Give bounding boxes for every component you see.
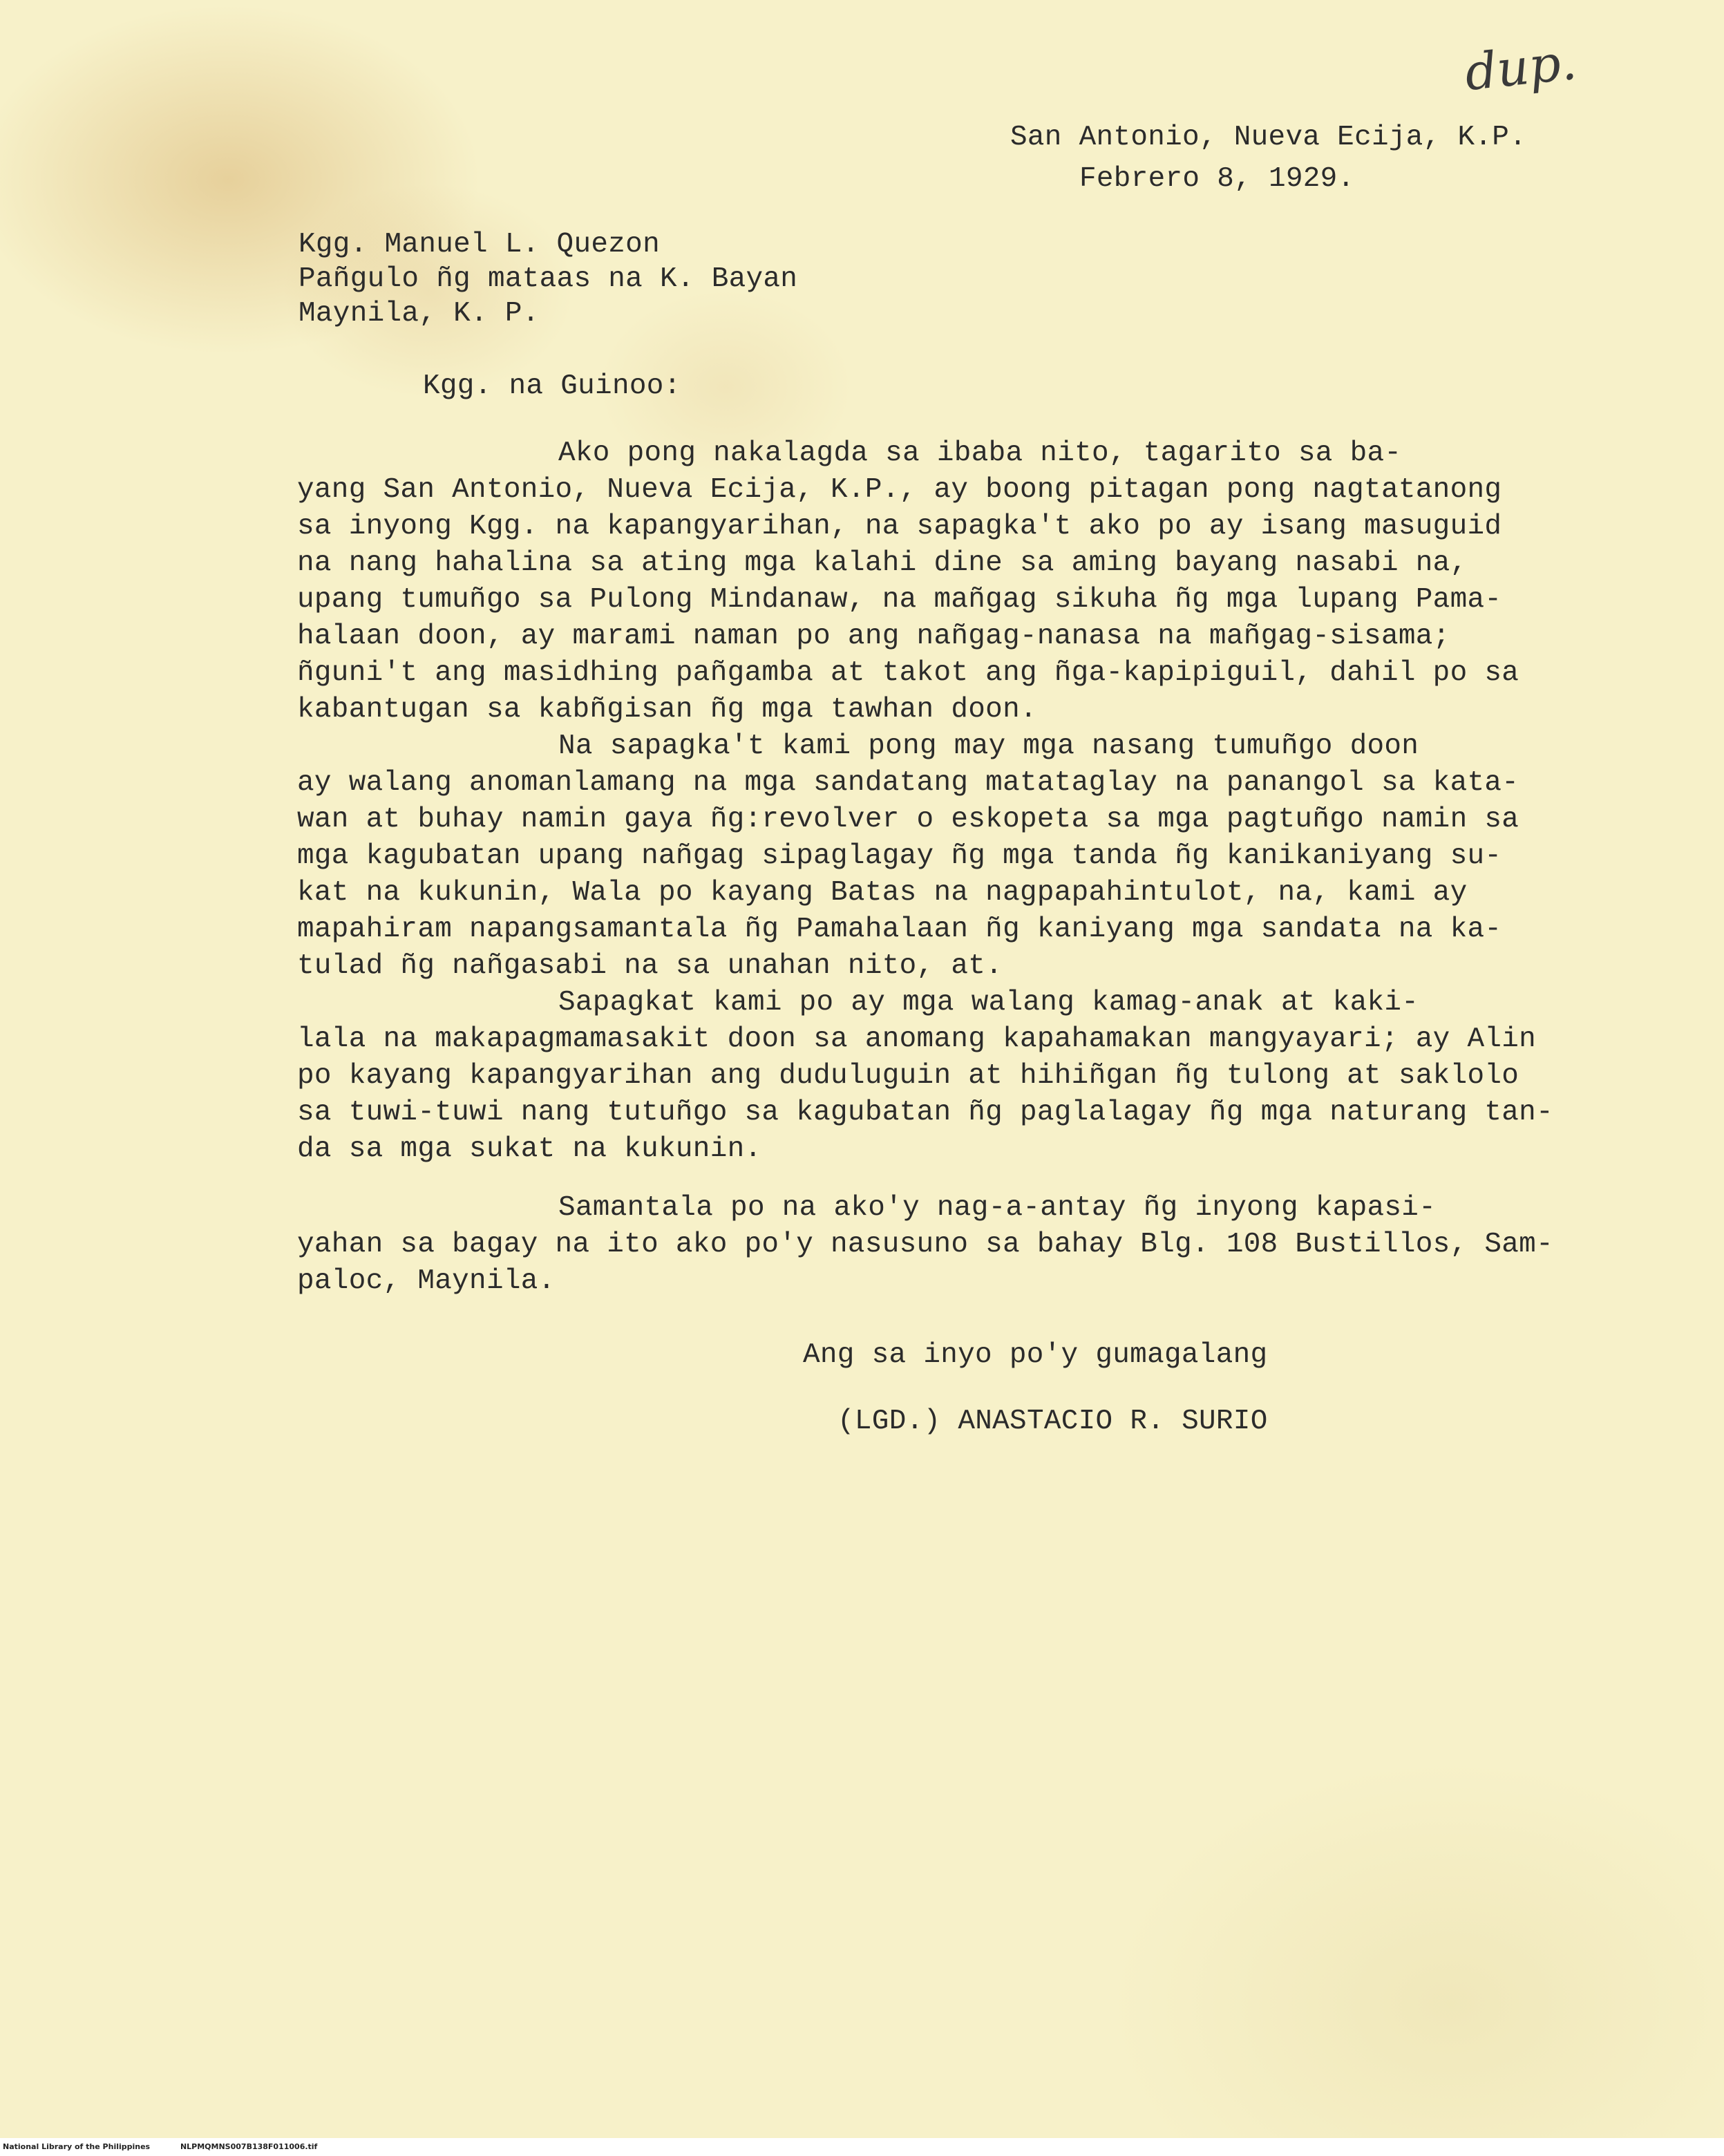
body-line: ay walang anomanlamang na mga sandatang matataglay na panangol sa kata-	[297, 767, 1519, 799]
handwritten-annotation: dup.	[1462, 32, 1580, 102]
closing: Ang sa inyo po'y gumagalang	[803, 1339, 1268, 1371]
body-line: Samantala po na ako'y nag-a-antay ñg inyong kapasi-	[558, 1192, 1437, 1224]
body-line: tulad ñg nañgasabi na sa unahan nito, at.	[297, 950, 1003, 982]
body-line: mapahiram napangsamantala ñg Pamahalaan ñg kaniyang mga sandata na ka-	[297, 914, 1502, 945]
body-line: wan at buhay namin gaya ñg:revolver o eskopeta sa mga pagtuñgo namin sa	[297, 804, 1519, 835]
body-line: yahan sa bagay na ito ako po'y nasusuno sa bahay Blg. 108 Bustillos, Sam-	[297, 1229, 1553, 1260]
body-line: Na sapagka't kami pong may mga nasang tumuñgo doon	[558, 730, 1419, 762]
body-line: po kayang kapangyarihan ang duduluguin at hihiñgan ñg tulong at saklolo	[297, 1060, 1519, 1092]
body-line: lala na makapagmamasakit doon sa anomang kapahamakan mangyayari; ay Alin	[297, 1023, 1537, 1055]
body-line: na nang hahalina sa ating mga kalahi dine sa aming bayang nasabi na,	[297, 547, 1468, 579]
letter-date: Febrero 8, 1929.	[1079, 163, 1355, 195]
body-line: yang San Antonio, Nueva Ecija, K.P., ay boong pitagan pong nagtatanong	[297, 474, 1502, 506]
signature: (LGD.) ANASTACIO R. SURIO	[837, 1406, 1268, 1437]
body-line: mga kagubatan upang nañgag sipaglagay ñg mga tanda ñg kanikaniyang su-	[297, 840, 1502, 872]
salutation: Kgg. na Guinoo:	[423, 370, 681, 402]
recipient-name: Kgg. Manuel L. Quezon	[299, 229, 660, 261]
body-line: halaan doon, ay marami naman po ang nañgag-nanasa na mañgag-sisama;	[297, 621, 1450, 652]
recipient-title: Pañgulo ñg mataas na K. Bayan	[299, 263, 798, 295]
scan-footer	[0, 2138, 1724, 2156]
body-line: da sa mga sukat na kukunin.	[297, 1133, 762, 1165]
body-line: Sapagkat kami po ay mga walang kamag-anak at kaki-	[558, 987, 1419, 1019]
recipient-address: Maynila, K. P.	[299, 298, 540, 330]
body-line: Ako pong nakalagda sa ibaba nito, tagarito sa ba-	[558, 437, 1402, 469]
body-line: ñguni't ang masidhing pañgamba at takot ang ñga-kapipiguil, dahil po sa	[297, 657, 1519, 689]
body-line: kat na kukunin, Wala po kayang Batas na nagpapahintulot, na, kami ay	[297, 877, 1468, 909]
footer-file-id: NLPMQMNS007B138F011006.tif	[180, 2142, 318, 2151]
body-line: sa inyong Kgg. na kapangyarihan, na sapagka't ako po ay isang masuguid	[297, 511, 1502, 542]
body-line: kabantugan sa kabñgisan ñg mga tawhan doon.	[297, 694, 1037, 726]
footer-institution: National Library of the Philippines	[3, 2142, 151, 2151]
body-line: sa tuwi-tuwi nang tutuñgo sa kagubatan ñg paglalagay ñg mga naturang tan-	[297, 1097, 1553, 1128]
body-line: upang tumuñgo sa Pulong Mindanaw, na mañgag sikuha ñg mga lupang Pama-	[297, 584, 1502, 616]
body-line: paloc, Maynila.	[297, 1265, 556, 1297]
letter-place: San Antonio, Nueva Ecija, K.P.	[1010, 122, 1527, 153]
